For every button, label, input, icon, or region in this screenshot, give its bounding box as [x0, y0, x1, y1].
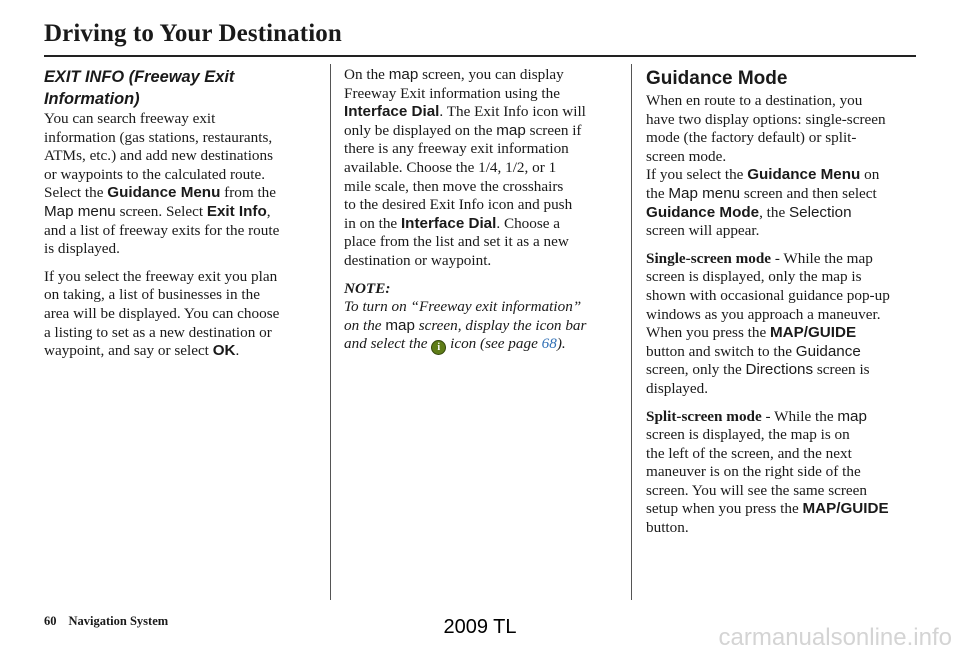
- exit-info-icon: i: [431, 340, 446, 355]
- interface-dial-term: Interface Dial: [400, 214, 497, 232]
- ok-term: OK: [212, 342, 236, 360]
- guidance-menu-term: Guidance Menu: [747, 166, 861, 184]
- note-block: NOTE: To turn on “Freeway exit information” on the map screen, display the icon bar and select the i icon (see page 68).: [344, 280, 622, 356]
- note-label: NOTE:: [344, 279, 391, 297]
- map-term: map: [496, 121, 526, 139]
- interface-dial-term: Interface Dial: [344, 103, 440, 121]
- freeway-exit-paragraph: On the map screen, you can display Freeway Exit information using the Interface Dial. The Exit Info icon will only be displayed on the map screen if there is any freeway exit information available. Choose the 1/4, 1/2, or 1 mile scale, then move the crosshairs to the desired Exit Info icon and push in on the Interface Dial. Choose a place from the list and set it as a new destination or waypoint.: [344, 66, 586, 269]
- directions-term: Directions: [745, 361, 814, 379]
- page-number: 60: [44, 614, 57, 628]
- split-screen-mode-term: Split-screen mode: [646, 407, 762, 425]
- exit-info-term: Exit Info: [206, 202, 267, 220]
- page-title: Driving to Your Destination: [44, 20, 342, 47]
- column-guidance-mode: [646, 66, 926, 538]
- column-divider-1: [330, 64, 331, 600]
- map-guide-button-term: MAP/GUIDE: [770, 324, 857, 342]
- guidance-mode-term: Guidance Mode: [646, 203, 760, 221]
- exit-info-paragraph-2: If you select the freeway exit you plan on taking, a list of businesses in the area will be displayed. You can choose a listing to set as a new destination or waypoint, and say or select OK.: [44, 267, 280, 360]
- exit-info-paragraph-1: You can search freeway exit information (gas stations, restaurants, ATMs, etc.) and add new destinations or waypoints to the calculated route. Select the Guidance Menu from the Map menu screen. Select Exit Info, and a list of freeway exits for the route is displayed.: [44, 110, 280, 258]
- guidance-menu-term: Guidance Menu: [107, 184, 221, 202]
- column-freeway-exit-display: [344, 66, 622, 355]
- guidance-mode-heading: Guidance Mode: [646, 68, 788, 89]
- map-menu-term: Map menu: [44, 202, 116, 220]
- page-68-link[interactable]: 68: [541, 335, 557, 353]
- split-screen-mode-paragraph: Split-screen mode - While the map screen is displayed, the map is on the left of the screen, and the next maneuver is on the right side of the screen. You will see the same screen setup when you press the MAP/GUIDE button.: [646, 407, 889, 537]
- column-exit-info: [44, 66, 314, 361]
- single-screen-mode-paragraph: Single-screen mode - While the map screen is displayed, only the map is shown with occasional guidance pop-up windows as you approach a maneuver. When you press the MAP/GUIDE button and switch to the Guidance screen, only the Directions screen is displayed.: [646, 249, 890, 397]
- selection-term: Selection: [789, 203, 852, 221]
- column-divider-2: [631, 64, 632, 600]
- footer-model: 2009 TL: [443, 616, 517, 638]
- map-menu-term: Map menu: [668, 184, 741, 202]
- map-term: map: [837, 407, 867, 425]
- guidance-mode-paragraph-1: When en route to a destination, you have two display options: single-screen mode (the factory default) or split- screen mode. If you select the Guidance Menu on the Map menu screen and then select Guidance Mode, the Selection screen will appear.: [646, 92, 886, 240]
- map-term: map: [388, 66, 419, 83]
- header-rule: [44, 55, 916, 57]
- guidance-term: Guidance: [795, 342, 861, 360]
- map-guide-button-term: MAP/GUIDE: [802, 500, 889, 518]
- watermark: carmanualsonline.info: [718, 624, 952, 651]
- single-screen-mode-term: Single-screen mode: [646, 249, 772, 267]
- footer-section-name: Navigation System: [68, 614, 169, 628]
- exit-info-heading: EXIT INFO (Freeway Exit Information): [44, 68, 235, 108]
- map-term: map: [385, 316, 415, 334]
